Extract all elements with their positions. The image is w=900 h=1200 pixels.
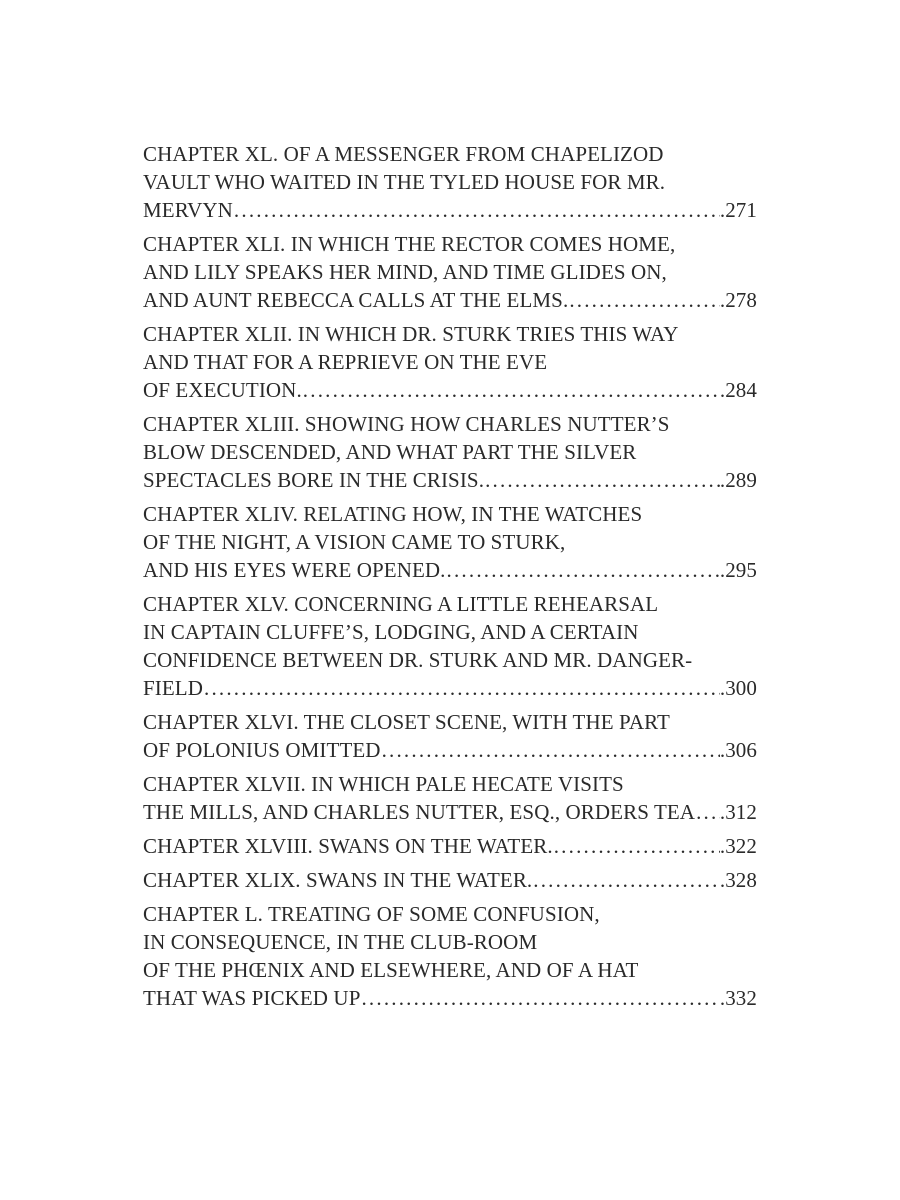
toc-entry-final-line — [143, 556, 757, 584]
toc-entry-text-line: CONFIDENCE BETWEEN DR. STURK AND MR. DANGER- — [143, 648, 693, 672]
toc-entry-text-line: CHAPTER XLIX. SWANS IN THE WATER. — [143, 868, 533, 892]
toc-entry-text-line: SPECTACLES BORE IN THE CRISIS. — [143, 468, 485, 492]
page-number: .322 — [719, 834, 757, 858]
page-number: .306 — [719, 738, 757, 762]
dot-leader — [234, 196, 720, 224]
toc-entry-text-line: OF THE NIGHT, A VISION CAME TO STURK, — [143, 530, 566, 554]
toc-entry-chapter-42[interactable] — [143, 320, 757, 404]
dot-leader — [533, 866, 720, 894]
toc-entry-text-line: CHAPTER XLVIII. SWANS ON THE WATER. — [143, 834, 553, 858]
dot-leader — [554, 832, 720, 860]
toc-entry-text-line: CHAPTER XLII. IN WHICH DR. STURK TRIES THIS WAY — [143, 322, 679, 346]
toc-entry-chapter-41[interactable] — [143, 230, 757, 314]
table-of-contents — [143, 140, 757, 1018]
toc-entry-text-line: AND THAT FOR A REPRIEVE ON THE EVE — [143, 350, 548, 374]
dot-leader — [447, 556, 720, 584]
toc-entry-text-line: AND HIS EYES WERE OPENED. — [143, 558, 446, 582]
toc-entry-text-line: FIELD — [143, 676, 203, 700]
toc-entry-chapter-49[interactable] — [143, 866, 757, 894]
page-number: .289 — [719, 468, 757, 492]
dot-leader — [382, 736, 720, 764]
toc-entry-chapter-40[interactable] — [143, 140, 757, 224]
toc-entry-text-line: CHAPTER XLIV. RELATING HOW, IN THE WATCHES — [143, 502, 643, 526]
dot-leader — [303, 376, 720, 404]
toc-entry-final-line — [143, 376, 757, 404]
toc-entry-text-line: CHAPTER XLV. CONCERNING A LITTLE REHEARSAL — [143, 592, 659, 616]
toc-entry-text-line: OF POLONIUS OMITTED — [143, 738, 381, 762]
dot-leader — [361, 984, 719, 1012]
page-number: .312 — [719, 800, 757, 824]
dot-leader — [485, 466, 720, 494]
toc-entry-chapter-47[interactable] — [143, 770, 757, 826]
dot-leader — [569, 286, 720, 314]
page-number: .278 — [719, 288, 757, 312]
toc-entry-text-line: BLOW DESCENDED, AND WHAT PART THE SILVER — [143, 440, 637, 464]
toc-entry-text-line: CHAPTER XL. OF A MESSENGER FROM CHAPELIZOD — [143, 142, 664, 166]
toc-entry-final-line — [143, 984, 757, 1012]
toc-entry-text-line: THE MILLS, AND CHARLES NUTTER, ESQ., ORDERS TEA — [143, 800, 696, 824]
toc-entry-text-line: CHAPTER XLVII. IN WHICH PALE HECATE VISITS — [143, 772, 624, 796]
toc-entry-text-line: AND AUNT REBECCA CALLS AT THE ELMS. — [143, 288, 569, 312]
toc-entry-text-line: MERVYN — [143, 198, 233, 222]
toc-entry-chapter-44[interactable] — [143, 500, 757, 584]
toc-entry-text-line: CHAPTER XLIII. SHOWING HOW CHARLES NUTTER’S — [143, 412, 670, 436]
toc-entry-final-line — [143, 866, 757, 894]
toc-entry-text-line: IN CAPTAIN CLUFFE’S, LODGING, AND A CERTAIN — [143, 620, 639, 644]
toc-entry-chapter-43[interactable] — [143, 410, 757, 494]
toc-entry-text-line: CHAPTER L. TREATING OF SOME CONFUSION, — [143, 902, 600, 926]
toc-entry-text-line: OF EXECUTION. — [143, 378, 302, 402]
dot-leader — [204, 674, 720, 702]
toc-entry-text-line: CHAPTER XLI. IN WHICH THE RECTOR COMES HOME, — [143, 232, 676, 256]
toc-entry-text-line: OF THE PHŒNIX AND ELSEWHERE, AND OF A HAT — [143, 958, 639, 982]
toc-entry-final-line — [143, 196, 757, 224]
toc-entry-text-line: CHAPTER XLVI. THE CLOSET SCENE, WITH THE PART — [143, 710, 670, 734]
toc-entry-final-line — [143, 736, 757, 764]
toc-entry-text-line: THAT WAS PICKED UP — [143, 986, 361, 1010]
page-number: .271 — [719, 198, 757, 222]
page-number: .300 — [719, 676, 757, 700]
toc-entry-final-line — [143, 832, 757, 860]
toc-entry-final-line — [143, 466, 757, 494]
page-number: .332 — [719, 986, 757, 1010]
dot-leader — [696, 798, 720, 826]
toc-entry-text-line: IN CONSEQUENCE, IN THE CLUB-ROOM — [143, 930, 538, 954]
toc-entry-chapter-45[interactable] — [143, 590, 757, 702]
toc-entry-text-line: VAULT WHO WAITED IN THE TYLED HOUSE FOR MR. — [143, 170, 666, 194]
toc-entry-chapter-46[interactable] — [143, 708, 757, 764]
toc-entry-final-line — [143, 798, 757, 826]
toc-entry-final-line — [143, 286, 757, 314]
toc-entry-text-line: AND LILY SPEAKS HER MIND, AND TIME GLIDES ON, — [143, 260, 667, 284]
page-number: .328 — [719, 868, 757, 892]
toc-entry-chapter-48[interactable] — [143, 832, 757, 860]
toc-entry-chapter-50[interactable] — [143, 900, 757, 1012]
toc-entry-final-line — [143, 674, 757, 702]
page-number: .284 — [719, 378, 757, 402]
page-number: .295 — [719, 558, 757, 582]
